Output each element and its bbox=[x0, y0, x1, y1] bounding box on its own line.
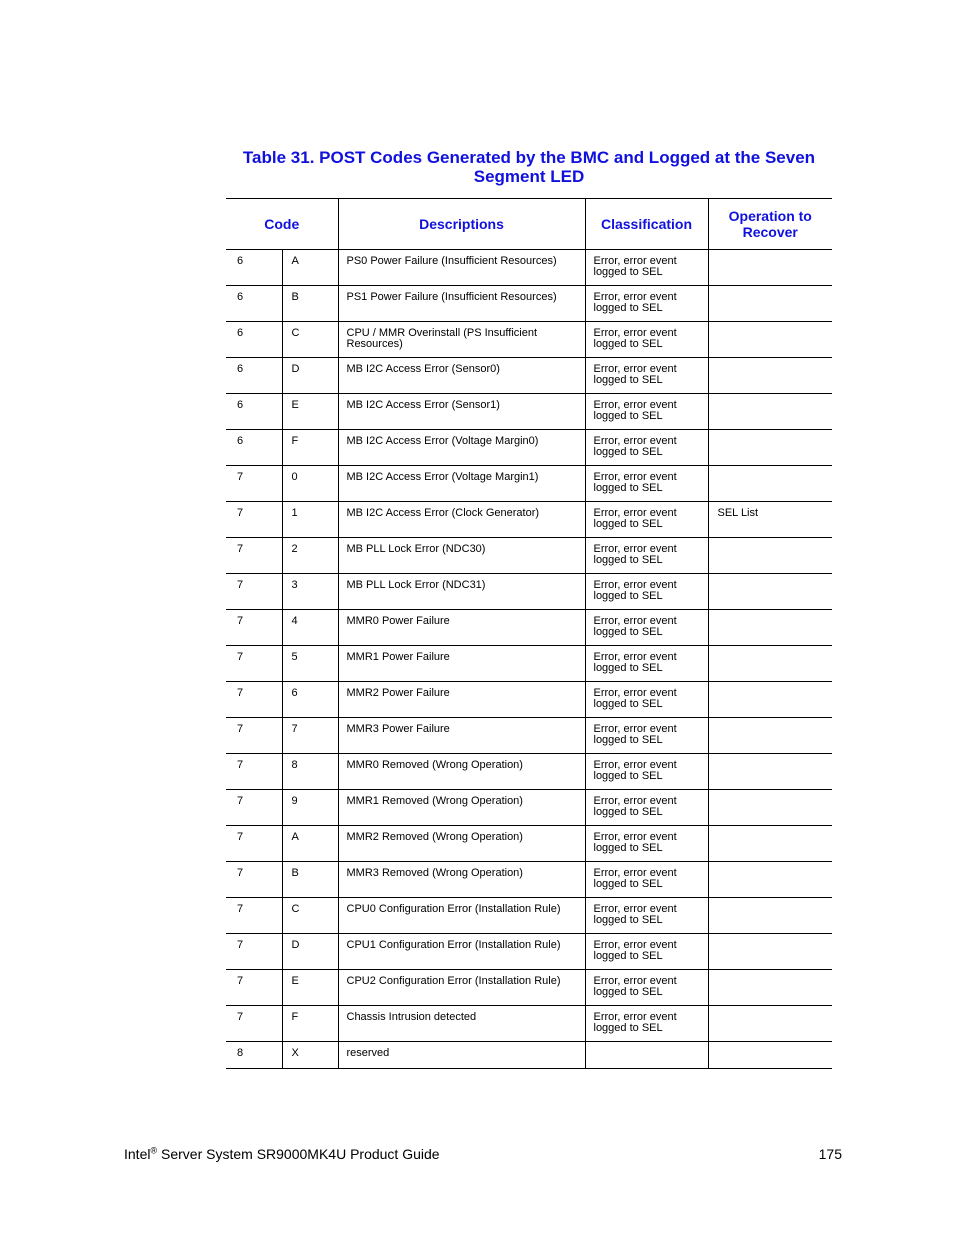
description-cell: Chassis Intrusion detected bbox=[338, 1006, 585, 1042]
classification-cell: Error, error event logged to SEL bbox=[585, 754, 708, 790]
classification-cell: Error, error event logged to SEL bbox=[585, 934, 708, 970]
operation-cell bbox=[708, 682, 832, 718]
table-row bbox=[226, 286, 832, 322]
code-low-digit: E bbox=[282, 970, 338, 1006]
table-row bbox=[226, 250, 832, 286]
code-low-digit: D bbox=[282, 358, 338, 394]
table-body bbox=[226, 250, 832, 1069]
operation-cell bbox=[708, 322, 832, 358]
description-cell: MB PLL Lock Error (NDC31) bbox=[338, 574, 585, 610]
code-low-digit: F bbox=[282, 1006, 338, 1042]
description-cell: MMR3 Removed (Wrong Operation) bbox=[338, 862, 585, 898]
code-low-digit: 2 bbox=[282, 538, 338, 574]
operation-cell bbox=[708, 394, 832, 430]
description-cell: MB I2C Access Error (Sensor1) bbox=[338, 394, 585, 430]
code-high-digit: 6 bbox=[226, 322, 282, 358]
description-cell: CPU / MMR Overinstall (PS Insufficient Resources) bbox=[338, 322, 585, 358]
table-row bbox=[226, 1006, 832, 1042]
code-low-digit: 7 bbox=[282, 718, 338, 754]
table-row bbox=[226, 826, 832, 862]
table-row bbox=[226, 898, 832, 934]
table-row bbox=[226, 538, 832, 574]
page-footer bbox=[124, 1145, 842, 1163]
classification-cell: Error, error event logged to SEL bbox=[585, 826, 708, 862]
classification-cell: Error, error event logged to SEL bbox=[585, 322, 708, 358]
code-high-digit: 7 bbox=[226, 718, 282, 754]
code-low-digit: 8 bbox=[282, 754, 338, 790]
operation-cell bbox=[708, 286, 832, 322]
table-row bbox=[226, 646, 832, 682]
code-high-digit: 7 bbox=[226, 682, 282, 718]
code-high-digit: 7 bbox=[226, 610, 282, 646]
code-high-digit: 6 bbox=[226, 358, 282, 394]
operation-cell bbox=[708, 358, 832, 394]
code-low-digit: 1 bbox=[282, 502, 338, 538]
registered-mark: ® bbox=[150, 1145, 158, 1156]
code-high-digit: 7 bbox=[226, 1006, 282, 1042]
operation-cell bbox=[708, 250, 832, 286]
classification-cell: Error, error event logged to SEL bbox=[585, 790, 708, 826]
table-row bbox=[226, 574, 832, 610]
table-row bbox=[226, 934, 832, 970]
operation-cell bbox=[708, 898, 832, 934]
header-descriptions: Descriptions bbox=[338, 199, 585, 250]
operation-cell bbox=[708, 826, 832, 862]
code-high-digit: 7 bbox=[226, 502, 282, 538]
table-row bbox=[226, 682, 832, 718]
table-row bbox=[226, 430, 832, 466]
operation-cell bbox=[708, 754, 832, 790]
description-cell: MB I2C Access Error (Sensor0) bbox=[338, 358, 585, 394]
classification-cell: Error, error event logged to SEL bbox=[585, 466, 708, 502]
operation-cell bbox=[708, 1042, 832, 1069]
description-cell: reserved bbox=[338, 1042, 585, 1069]
code-low-digit: E bbox=[282, 394, 338, 430]
classification-cell: Error, error event logged to SEL bbox=[585, 430, 708, 466]
code-low-digit: B bbox=[282, 286, 338, 322]
description-cell: MB I2C Access Error (Voltage Margin0) bbox=[338, 430, 585, 466]
code-high-digit: 6 bbox=[226, 286, 282, 322]
description-cell: MB I2C Access Error (Clock Generator) bbox=[338, 502, 585, 538]
code-low-digit: A bbox=[282, 826, 338, 862]
description-cell: MB PLL Lock Error (NDC30) bbox=[338, 538, 585, 574]
code-high-digit: 7 bbox=[226, 538, 282, 574]
header-operation-to-recover: Operation to Recover bbox=[708, 199, 832, 250]
code-low-digit: A bbox=[282, 250, 338, 286]
table-row bbox=[226, 358, 832, 394]
table-title: Table 31. POST Codes Generated by the BMC and Logged at the Seven Segment LED bbox=[242, 148, 816, 186]
operation-cell bbox=[708, 538, 832, 574]
classification-cell: Error, error event logged to SEL bbox=[585, 286, 708, 322]
description-cell: MMR2 Power Failure bbox=[338, 682, 585, 718]
description-cell: PS0 Power Failure (Insufficient Resources) bbox=[338, 250, 585, 286]
classification-cell: Error, error event logged to SEL bbox=[585, 898, 708, 934]
classification-cell: Error, error event logged to SEL bbox=[585, 610, 708, 646]
code-low-digit: 9 bbox=[282, 790, 338, 826]
footer-product-title: Server System SR9000MK4U Product Guide bbox=[157, 1146, 440, 1162]
footer-brand: Intel bbox=[124, 1146, 151, 1162]
classification-cell: Error, error event logged to SEL bbox=[585, 1006, 708, 1042]
classification-cell: Error, error event logged to SEL bbox=[585, 502, 708, 538]
code-high-digit: 7 bbox=[226, 466, 282, 502]
table-header-row bbox=[226, 199, 832, 250]
classification-cell: Error, error event logged to SEL bbox=[585, 682, 708, 718]
table-row bbox=[226, 862, 832, 898]
classification-cell: Error, error event logged to SEL bbox=[585, 394, 708, 430]
table-row bbox=[226, 1042, 832, 1069]
description-cell: CPU2 Configuration Error (Installation Rule) bbox=[338, 970, 585, 1006]
classification-cell: Error, error event logged to SEL bbox=[585, 970, 708, 1006]
code-high-digit: 7 bbox=[226, 898, 282, 934]
code-low-digit: 4 bbox=[282, 610, 338, 646]
operation-cell: SEL List bbox=[708, 502, 832, 538]
code-high-digit: 7 bbox=[226, 826, 282, 862]
header-code: Code bbox=[226, 199, 338, 250]
table-row bbox=[226, 610, 832, 646]
operation-cell bbox=[708, 466, 832, 502]
code-high-digit: 7 bbox=[226, 754, 282, 790]
classification-cell: Error, error event logged to SEL bbox=[585, 862, 708, 898]
classification-cell: Error, error event logged to SEL bbox=[585, 250, 708, 286]
code-low-digit: X bbox=[282, 1042, 338, 1069]
operation-cell bbox=[708, 646, 832, 682]
description-cell: MMR2 Removed (Wrong Operation) bbox=[338, 826, 585, 862]
classification-cell: Error, error event logged to SEL bbox=[585, 646, 708, 682]
table-row bbox=[226, 322, 832, 358]
description-cell: MMR1 Power Failure bbox=[338, 646, 585, 682]
code-high-digit: 7 bbox=[226, 790, 282, 826]
operation-cell bbox=[708, 862, 832, 898]
operation-cell bbox=[708, 430, 832, 466]
code-low-digit: 6 bbox=[282, 682, 338, 718]
table-row bbox=[226, 466, 832, 502]
header-classification: Classification bbox=[585, 199, 708, 250]
page-number: 175 bbox=[818, 1146, 842, 1162]
code-high-digit: 6 bbox=[226, 394, 282, 430]
code-high-digit: 7 bbox=[226, 574, 282, 610]
table-row bbox=[226, 790, 832, 826]
code-low-digit: D bbox=[282, 934, 338, 970]
code-low-digit: 0 bbox=[282, 466, 338, 502]
operation-cell bbox=[708, 790, 832, 826]
code-high-digit: 6 bbox=[226, 250, 282, 286]
classification-cell: Error, error event logged to SEL bbox=[585, 538, 708, 574]
operation-cell bbox=[708, 934, 832, 970]
code-low-digit: C bbox=[282, 898, 338, 934]
code-low-digit: 5 bbox=[282, 646, 338, 682]
operation-cell bbox=[708, 1006, 832, 1042]
description-cell: MMR0 Removed (Wrong Operation) bbox=[338, 754, 585, 790]
classification-cell: Error, error event logged to SEL bbox=[585, 574, 708, 610]
description-cell: CPU1 Configuration Error (Installation Rule) bbox=[338, 934, 585, 970]
table-row bbox=[226, 754, 832, 790]
description-cell: CPU0 Configuration Error (Installation Rule) bbox=[338, 898, 585, 934]
description-cell: MB I2C Access Error (Voltage Margin1) bbox=[338, 466, 585, 502]
table-row bbox=[226, 718, 832, 754]
post-codes-table bbox=[226, 198, 832, 1069]
table-row bbox=[226, 502, 832, 538]
operation-cell bbox=[708, 610, 832, 646]
code-low-digit: F bbox=[282, 430, 338, 466]
table-row bbox=[226, 970, 832, 1006]
operation-cell bbox=[708, 718, 832, 754]
code-high-digit: 7 bbox=[226, 646, 282, 682]
operation-cell bbox=[708, 574, 832, 610]
code-high-digit: 7 bbox=[226, 934, 282, 970]
code-high-digit: 7 bbox=[226, 862, 282, 898]
description-cell: MMR0 Power Failure bbox=[338, 610, 585, 646]
description-cell: PS1 Power Failure (Insufficient Resources) bbox=[338, 286, 585, 322]
description-cell: MMR1 Removed (Wrong Operation) bbox=[338, 790, 585, 826]
classification-cell: Error, error event logged to SEL bbox=[585, 358, 708, 394]
classification-cell: Error, error event logged to SEL bbox=[585, 718, 708, 754]
code-high-digit: 6 bbox=[226, 430, 282, 466]
code-low-digit: C bbox=[282, 322, 338, 358]
code-low-digit: B bbox=[282, 862, 338, 898]
description-cell: MMR3 Power Failure bbox=[338, 718, 585, 754]
code-low-digit: 3 bbox=[282, 574, 338, 610]
code-high-digit: 7 bbox=[226, 970, 282, 1006]
code-high-digit: 8 bbox=[226, 1042, 282, 1069]
operation-cell bbox=[708, 970, 832, 1006]
table-row bbox=[226, 394, 832, 430]
classification-cell bbox=[585, 1042, 708, 1069]
